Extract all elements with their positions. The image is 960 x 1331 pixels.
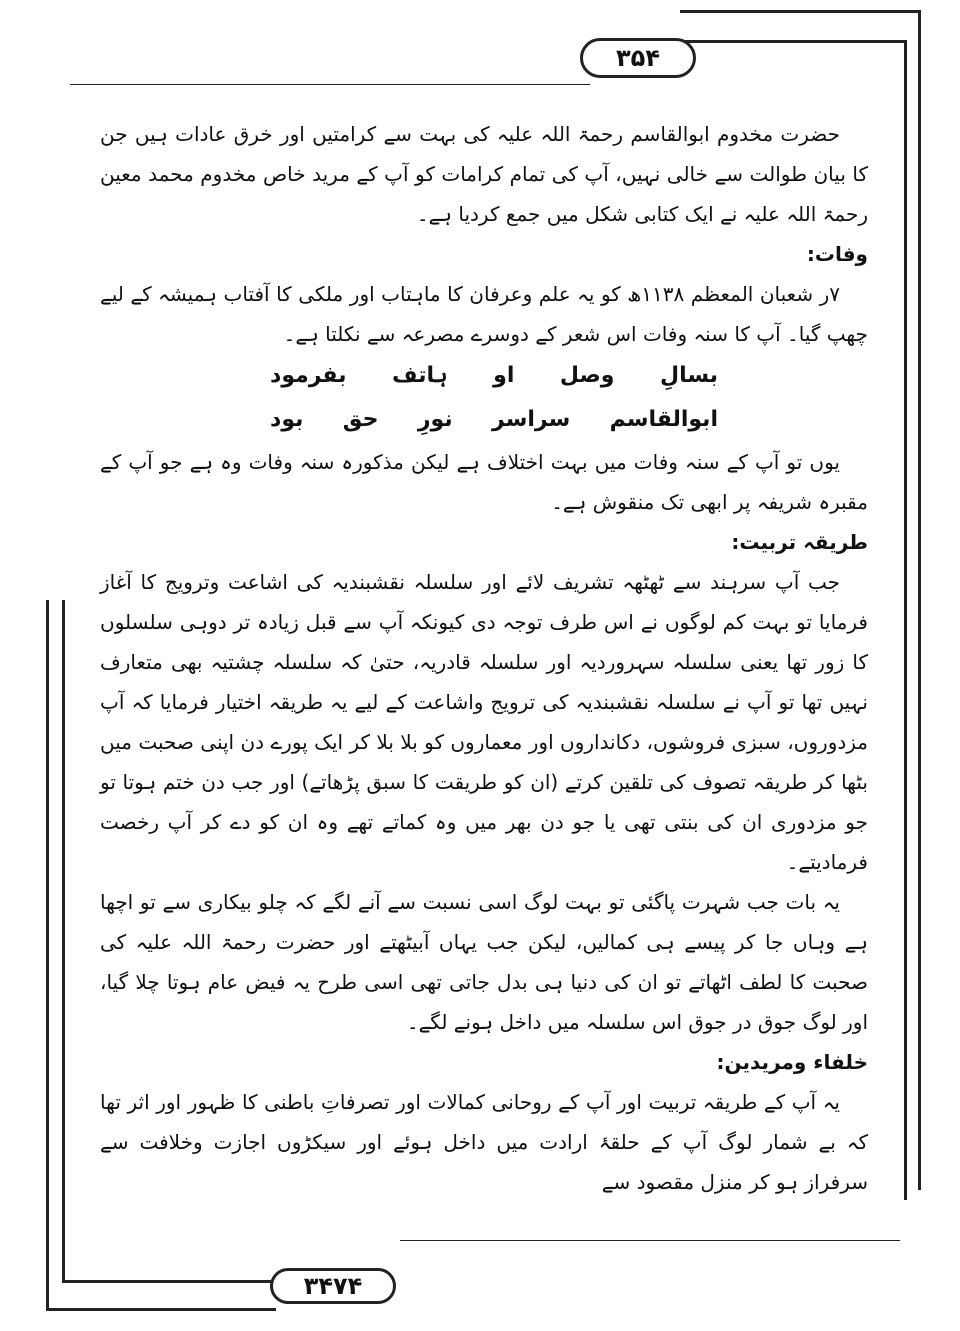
frame-top-line <box>70 84 590 85</box>
frame-bottom-inner <box>62 1280 276 1283</box>
paragraph-wafat: ۷ر شعبان المعظم ۱۱۳۸ھ کو یہ علم وعرفان کا ماہتاب اور ملکی کا آفتاب ہمیشہ کے لیے چھپ گیا۔ آپ کا سنہ وفات اس شعر کے دوسرے مصرعہ سے نکلتا ہے۔ <box>100 282 868 346</box>
verse-word: او <box>493 363 515 388</box>
verse-word: ابوالقاسم <box>609 407 718 432</box>
heading-tarbiyat: طریقہ تربیت: <box>731 530 868 554</box>
heading-khulafa: خلفاء ومریدین: <box>716 1050 868 1074</box>
verse-word: وصل <box>559 363 615 388</box>
frame-top-outer <box>680 10 921 13</box>
paragraph-khulafa: یہ آپ کے طریقہ تربیت اور آپ کے روحانی کمالات اور تصرفاتِ باطنی کا ظہور اور اثر تھا کہ بے شمار لوگ آپ کے حلقۂ ارادت میں داخل ہوئے اور سیکڑوں اجازت وخلافت سے سرفراز ہو کر منزل مقصود سے <box>100 1090 868 1194</box>
verse-line-1 <box>100 354 868 398</box>
paragraph-tarbiyat: جب آپ سرہند سے ٹھٹھہ تشریف لائے اور سلسلہ نقشبندیہ کی اشاعت وترویج کا آغاز فرمایا تو بہت کم لوگوں نے اس طرف توجہ دی کیونکہ آپ سے قبل زیادہ تر دوہی سلسلوں کا زور تھا یعنی سلسلہ سہروردیہ اور سلسلہ قادریہ، حتیٰ کہ سلسلہ چشتیہ بھی متعارف نہیں تھا تو آپ نے سلسلہ نقشبندیہ کی ترویج واشاعت کے لیے یہ طریقہ اختیار فرمایا کہ آپ مزدوروں، سبزی فروشوں، دکانداروں اور معماروں کو بلا بلا کر ایک پورے دن اپنی صحبت میں بٹھا کر طریقہ تصوف کی تلقین کرتے (ان کو طریقت کا سبق پڑھاتے) اور جب دن ختم ہوتا تو جو مزدوری ان کی بنتی تھی یا جو دن بھر میں وہ کماتے تھے وہ ان کو دے کر آپ رخصت فرمادیتے۔ <box>100 570 868 874</box>
frame-top-inner <box>680 40 907 43</box>
frame-left-inner <box>62 600 65 1280</box>
page-number-top: ۳۵۴ <box>580 38 696 78</box>
article-body <box>100 114 868 1202</box>
verse-word: بسالِ <box>660 363 718 388</box>
verse-word: بود <box>270 407 304 432</box>
frame-bottom-outer <box>46 1308 276 1311</box>
paragraph-karamat: حضرت مخدوم ابوالقاسم رحمۃ اللہ علیہ کی بہت سے کرامتیں اور خرق عادات ہیں جن کا بیان طوالت سے خالی نہیں، آپ کی تمام کرامات کو آپ کے مرید خاص مخدوم محمد معین رحمۃ اللہ علیہ نے ایک کتابی شکل میں جمع کردیا ہے۔ <box>100 122 868 226</box>
paragraph-date-dispute: یوں تو آپ کے سنہ وفات میں بہت اختلاف ہے لیکن مذکورہ سنہ وفات وہ ہے جو آپ کے مقبرہ شریفہ پر ابھی تک منقوش ہے۔ <box>100 450 868 514</box>
verse-line-2 <box>100 398 868 442</box>
paragraph-shohrat: یہ بات جب شہرت پاگئی تو بہت لوگ اسی نسبت سے آنے لگے کہ چلو بیکاری سے تو اچھا ہے وہاں جا کر پیسے ہی کمالیں، لیکن جب یہاں آبیٹھتے اور حضرت رحمۃ اللہ علیہ کی صحبت کا لطف اٹھاتے تو ان کی دنیا ہی بدل جاتی تھی اسی طرح یہ فیض عام ہوتا چلا گیا، اور لوگ جوق در جوق اس سلسلہ میں داخل ہونے لگے۔ <box>100 890 868 1034</box>
heading-wafat: وفات: <box>806 242 868 266</box>
verse-word: نورِ <box>417 407 453 432</box>
verse-word: حق <box>342 407 379 432</box>
frame-left-outer <box>46 600 49 1310</box>
frame-bottom-line <box>400 1240 900 1241</box>
verse-word: سراسر <box>492 407 571 432</box>
frame-right-outer <box>918 10 921 1190</box>
page-number-bottom: ۳۴۷۴ <box>270 1268 396 1304</box>
verse-word: بفرمود <box>270 363 347 388</box>
frame-right-inner <box>904 40 907 1200</box>
verse-word: ہاتف <box>392 363 448 388</box>
